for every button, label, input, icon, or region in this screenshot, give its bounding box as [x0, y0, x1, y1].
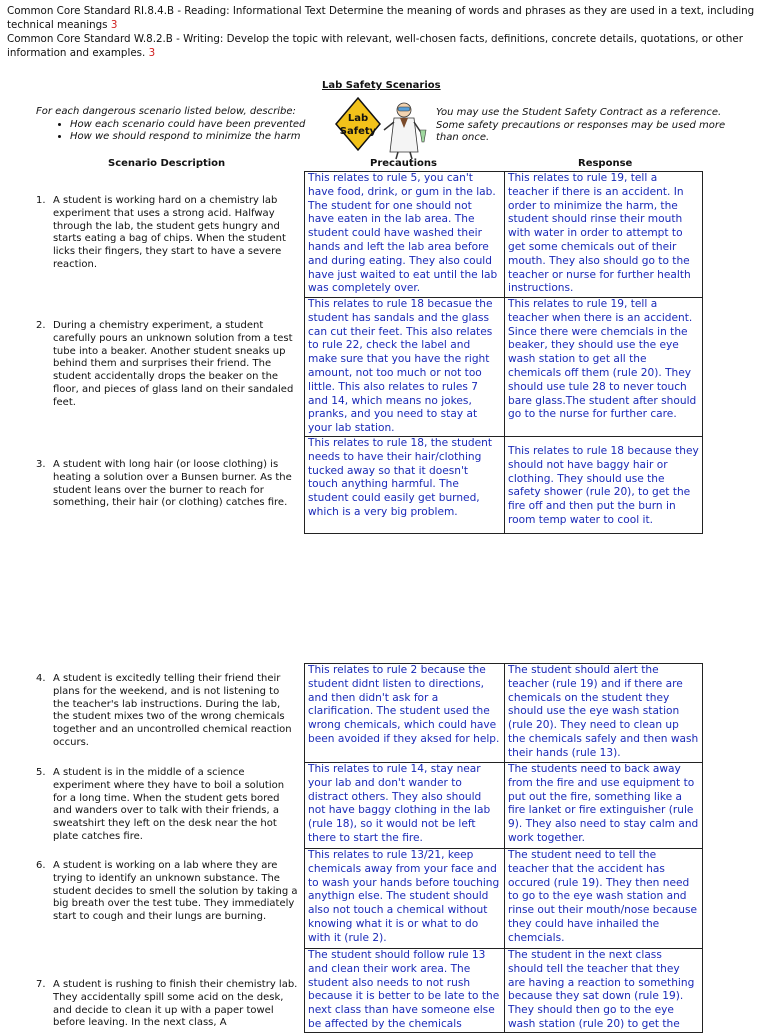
response-cell[interactable]: The students need to back away from the fire and use equipment to put out the fire, something like a fire lanket or fire extinguisher (rule 9). They also need to stay calm and work together.: [505, 763, 703, 849]
standard-reading: Common Core Standard RI.8.4.B - Reading: Informational Text Determine the meaning of words and phrases as they are used in a text, including technical meanings 3: [7, 5, 755, 31]
scenario-text: A student is working on a lab where they are trying to identify an unknown substance. The student decides to smell the solution by taking a big breath over the test tube. They immediately start to cough and their lungs are burning.: [53, 860, 298, 923]
instruction-item: • How we should respond to minimize the harm: [70, 131, 305, 144]
column-header-precautions: Precautions: [370, 158, 437, 169]
logo-text-safety: Safety: [339, 126, 377, 137]
scenario-number: 2.: [36, 320, 46, 331]
scenario-1: [36, 195, 298, 272]
writing-score: 3: [148, 47, 156, 59]
response-cell[interactable]: The student in the next class should tell the teacher that they are having a reaction to something because they sat down (rule 19). They should then go to the eye wash station (rule 20) to get the: [505, 949, 703, 1033]
precaution-cell[interactable]: The student should follow rule 13 and clean their work area. The student also needs to not rush because it is better to be late to the next class than have someone else be affected by the chemicals: [305, 949, 505, 1033]
table-row: [305, 664, 703, 763]
standard-writing: Common Core Standard W.8.2.B - Writing: Develop the topic with relevant, well-chosen facts, definitions, concrete details, quotations, or other information and examples. 3: [7, 33, 743, 59]
reading-score: 3: [110, 19, 118, 31]
responses-table-upper: [304, 171, 703, 534]
precaution-cell[interactable]: This relates to rule 13/21, keep chemicals away from your face and to wash your hands before touching anythign else. The student should also not touch a chemical without knowing what it is or what to do with it (rule 2).: [305, 849, 505, 949]
response-cell[interactable]: This relates to rule 19, tell a teacher if there is an accident. In order to minimize the harm, the student should rinse their mouth with water in order to attempt to get some chemicals out of their mouth. They also should go to the teacher or nurse for further health instructions.: [505, 172, 703, 298]
precaution-cell[interactable]: This relates to rule 5, you can't have food, drink, or gum in the lab. The student for one should not have eaten in the lab area. The student could have washed their hands and left the lab area before and during eating. They also could have just waited to eat until the lab was completely over.: [305, 172, 505, 298]
scenario-text: During a chemistry experiment, a student carefully pours an unknown solution from a test tube into a beaker. Another student sneaks up behind them and surprises their friend. The student accidentally drops the beaker on the floor, and pieces of glass land on their sandaled feet.: [53, 320, 294, 408]
precaution-cell[interactable]: This relates to rule 14, stay near your lab and don't wander to distract others. They also should not have baggy clothing in the lab (rule 18), so it would not be left there to start the fire.: [305, 763, 505, 849]
scenario-text: A student with long hair (or loose clothing) is heating a solution over a Bunsen burner. As the student leans over the burner to reach for something, their hair (or clothing) catches fire.: [53, 459, 292, 509]
scenario-4: [36, 673, 298, 750]
scenario-number: 5.: [36, 767, 46, 778]
table-row: [305, 298, 703, 437]
response-cell[interactable]: The student should alert the teacher (rule 19) and if there are chemicals on the student they should use the eye wash station (rule 20). They need to clean up the chemicals safely and then wash their hands (rule 13).: [505, 664, 703, 763]
table-row: [305, 849, 703, 949]
precaution-cell[interactable]: This relates to rule 18, the student needs to have their hair/clothing tucked away so that it doesn't touch anything harmful. The student could easily get burned, which is a very big problem.: [305, 436, 505, 533]
instruction-item: • How each scenario could have been prevented: [70, 119, 305, 132]
table-row: [305, 949, 703, 1033]
scenario-7: [36, 979, 298, 1030]
responses-table-lower: [304, 663, 703, 1033]
response-cell[interactable]: This relates to rule 18 because they should not have baggy hair or clothing. They should use the safety shower (rule 20), to get the fire off and then put the burn in room temp water to cool it.: [505, 436, 703, 533]
scenario-text: A student is in the middle of a science experiment where they have to boil a solution for a long time. When the student gets bored and wanders over to talk with their friends, a sweatshirt they left on the desk near the hot plate catches fire.: [53, 767, 285, 842]
scenario-number: 3.: [36, 459, 46, 470]
precaution-cell[interactable]: This relates to rule 2 because the student didnt listen to directions, and then didn't ask for a clarification. The student used the wrong chemicals, which could have been avoided if they aksed for help.: [305, 664, 505, 763]
instructions-list: [36, 119, 305, 144]
scenario-5: [36, 767, 298, 844]
scenario-text: A student is excitedly telling their friend their plans for the weekend, and is not listening to the teacher's lab instructions. During the lab, the student mixes two of the wrong chemicals together and an uncontrolled chemical reaction occurs.: [53, 673, 292, 748]
column-header-scenario: Scenario Description: [108, 158, 226, 169]
scientist-icon: [384, 103, 426, 159]
precaution-cell[interactable]: This relates to rule 18 becasue the student has sandals and the glass can cut their feet. This also relates to rule 22, check the label and make sure that you have the right amount, not too much or not too little. This also relates to rules 7 and 14, which means no jokes, pranks, and you need to stay at your lab station.: [305, 298, 505, 437]
scenario-number: 7.: [36, 979, 46, 990]
scenario-text: A student is rushing to finish their chemistry lab. They accidentally spill some acid on the desk, and decide to clean it up with a paper towel before leaving. In the next class, A: [53, 979, 298, 1029]
scenario-6: [36, 860, 298, 924]
scenario-number: 4.: [36, 673, 46, 684]
page-title: Lab Safety Scenarios: [322, 80, 441, 91]
scenario-number: 6.: [36, 860, 46, 871]
table-row: [305, 763, 703, 849]
instructions-lead: For each dangerous scenario listed below, describe:: [36, 106, 296, 117]
response-cell[interactable]: The student need to tell the teacher that the accident has occured (rule 19). They then need to go to the eye wash station and rinse out their mouth/nose because they could have inhailed the chemcials.: [505, 849, 703, 949]
scenario-3: [36, 459, 298, 510]
scenario-2: [36, 320, 298, 410]
table-row: [305, 172, 703, 298]
scenario-text: A student is working hard on a chemistry lab experiment that uses a strong acid. Halfway through the lab, the student gets hungry and starts eating a bag of chips. When the student licks their fingers, they start to have a severe reaction.: [53, 195, 286, 270]
instructions: [36, 106, 305, 144]
standards-header: [7, 4, 759, 60]
logo-text-lab: Lab: [347, 113, 369, 124]
lab-safety-logo: [334, 96, 430, 160]
column-header-response: Response: [578, 158, 633, 169]
response-cell[interactable]: This relates to rule 19, tell a teacher when there is an accident. Since there were chemcials in the beaker, they should use the eye wash station to get all the chemicals off them (rule 20). They should use tule 28 to never touch bare glass.The student after should go to the nurse for further care.: [505, 298, 703, 437]
reference-note: You may use the Student Safety Contract as a reference. Some safety precautions or responses may be used more than once.: [436, 107, 726, 143]
table-row: [305, 436, 703, 533]
scenario-number: 1.: [36, 195, 46, 206]
